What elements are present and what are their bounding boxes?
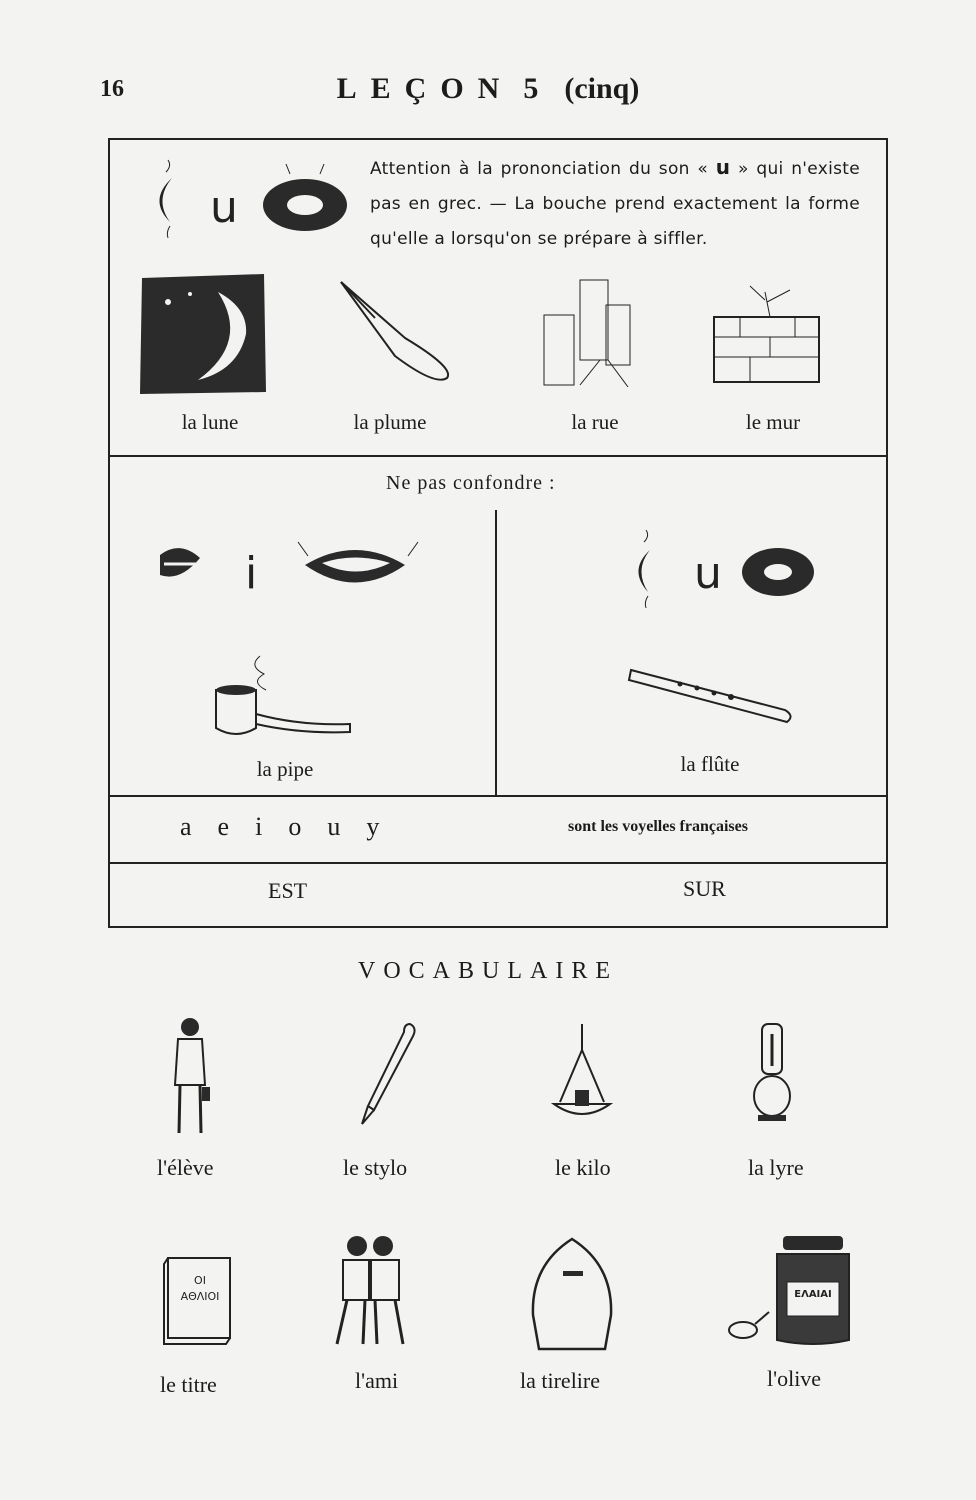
word-la-tirelire: la tirelire bbox=[520, 1368, 601, 1393]
intro-sound: u bbox=[715, 155, 731, 179]
word-le-kilo: le kilo bbox=[555, 1155, 611, 1180]
svg-text:u: u bbox=[210, 182, 238, 233]
pen-nib-icon bbox=[335, 278, 465, 388]
vowel-y: y bbox=[366, 812, 380, 841]
lesson-number: 5 bbox=[523, 72, 539, 105]
word-le-titre: le titre bbox=[160, 1372, 217, 1397]
word-la-plume: la plume bbox=[353, 410, 427, 434]
intro-text-before: Attention à la prononciation du son « bbox=[370, 159, 709, 179]
street-icon bbox=[540, 275, 635, 390]
piggy-bank-icon bbox=[525, 1235, 620, 1355]
fountain-pen-icon bbox=[360, 1020, 420, 1130]
divider-vertical bbox=[495, 510, 497, 795]
vowels-note: sont les voyelles françaises bbox=[568, 818, 748, 835]
vowel-list bbox=[180, 812, 405, 842]
word-sur: SUR bbox=[683, 876, 726, 901]
intro-text-after: » qui n'existe pas en grec. — La bouche prend exactement la forme qu'elle a lorsqu'on se prépare à siffler. bbox=[370, 159, 860, 249]
lesson-word: LEÇON bbox=[336, 72, 514, 105]
book-text-line-2: ΑΘΛΙΟΙ bbox=[180, 1290, 220, 1303]
flute-icon bbox=[625, 660, 800, 730]
page-number: 16 bbox=[100, 76, 124, 102]
book-icon bbox=[160, 1252, 235, 1347]
word-la-lune: la lune bbox=[181, 410, 239, 434]
mouth-i-illustration bbox=[150, 530, 430, 605]
word-le-stylo: le stylo bbox=[343, 1155, 408, 1180]
divider bbox=[108, 795, 886, 797]
letter-u: u bbox=[694, 548, 722, 599]
pipe-icon bbox=[210, 650, 360, 745]
jar-label: ΕΛΑΙΑΙ bbox=[794, 1289, 832, 1300]
confusion-title: Ne pas confondre : bbox=[386, 472, 556, 494]
intro-text bbox=[370, 150, 860, 257]
wall-icon bbox=[710, 282, 825, 387]
lesson-number-word: (cinq) bbox=[564, 72, 640, 105]
mouth-u-illustration bbox=[140, 160, 350, 250]
vowel-u: u bbox=[327, 812, 341, 841]
vowel-e: e bbox=[217, 812, 230, 841]
scale-icon bbox=[550, 1020, 615, 1125]
divider bbox=[108, 862, 886, 864]
word-lolive: l'olive bbox=[767, 1366, 822, 1391]
friends-icon bbox=[325, 1232, 415, 1347]
word-la-lyre: la lyre bbox=[748, 1155, 804, 1180]
lesson-title bbox=[0, 72, 976, 106]
word-le-mur: le mur bbox=[745, 410, 801, 434]
student-icon bbox=[165, 1015, 215, 1140]
word-leleve: l'élève bbox=[157, 1155, 214, 1180]
word-lami: l'ami bbox=[355, 1368, 399, 1393]
vowel-o: o bbox=[288, 812, 302, 841]
letter-i: i bbox=[245, 548, 258, 599]
olive-jar-icon bbox=[725, 1232, 855, 1347]
word-la-rue: la rue bbox=[571, 410, 619, 434]
moon-icon bbox=[138, 272, 268, 397]
lamp-icon bbox=[750, 1020, 795, 1125]
vocabulary-title: VOCABULAIRE bbox=[358, 958, 618, 984]
book-text-line-1: ΟΙ bbox=[194, 1274, 206, 1287]
word-la-flute: la flûte bbox=[680, 752, 740, 776]
divider bbox=[108, 455, 886, 457]
vowel-a: a bbox=[180, 812, 192, 841]
word-est: EST bbox=[268, 878, 308, 903]
word-la-pipe: la pipe bbox=[256, 757, 314, 781]
mouth-u-illustration-2 bbox=[620, 530, 830, 610]
vowel-i: i bbox=[255, 812, 263, 841]
